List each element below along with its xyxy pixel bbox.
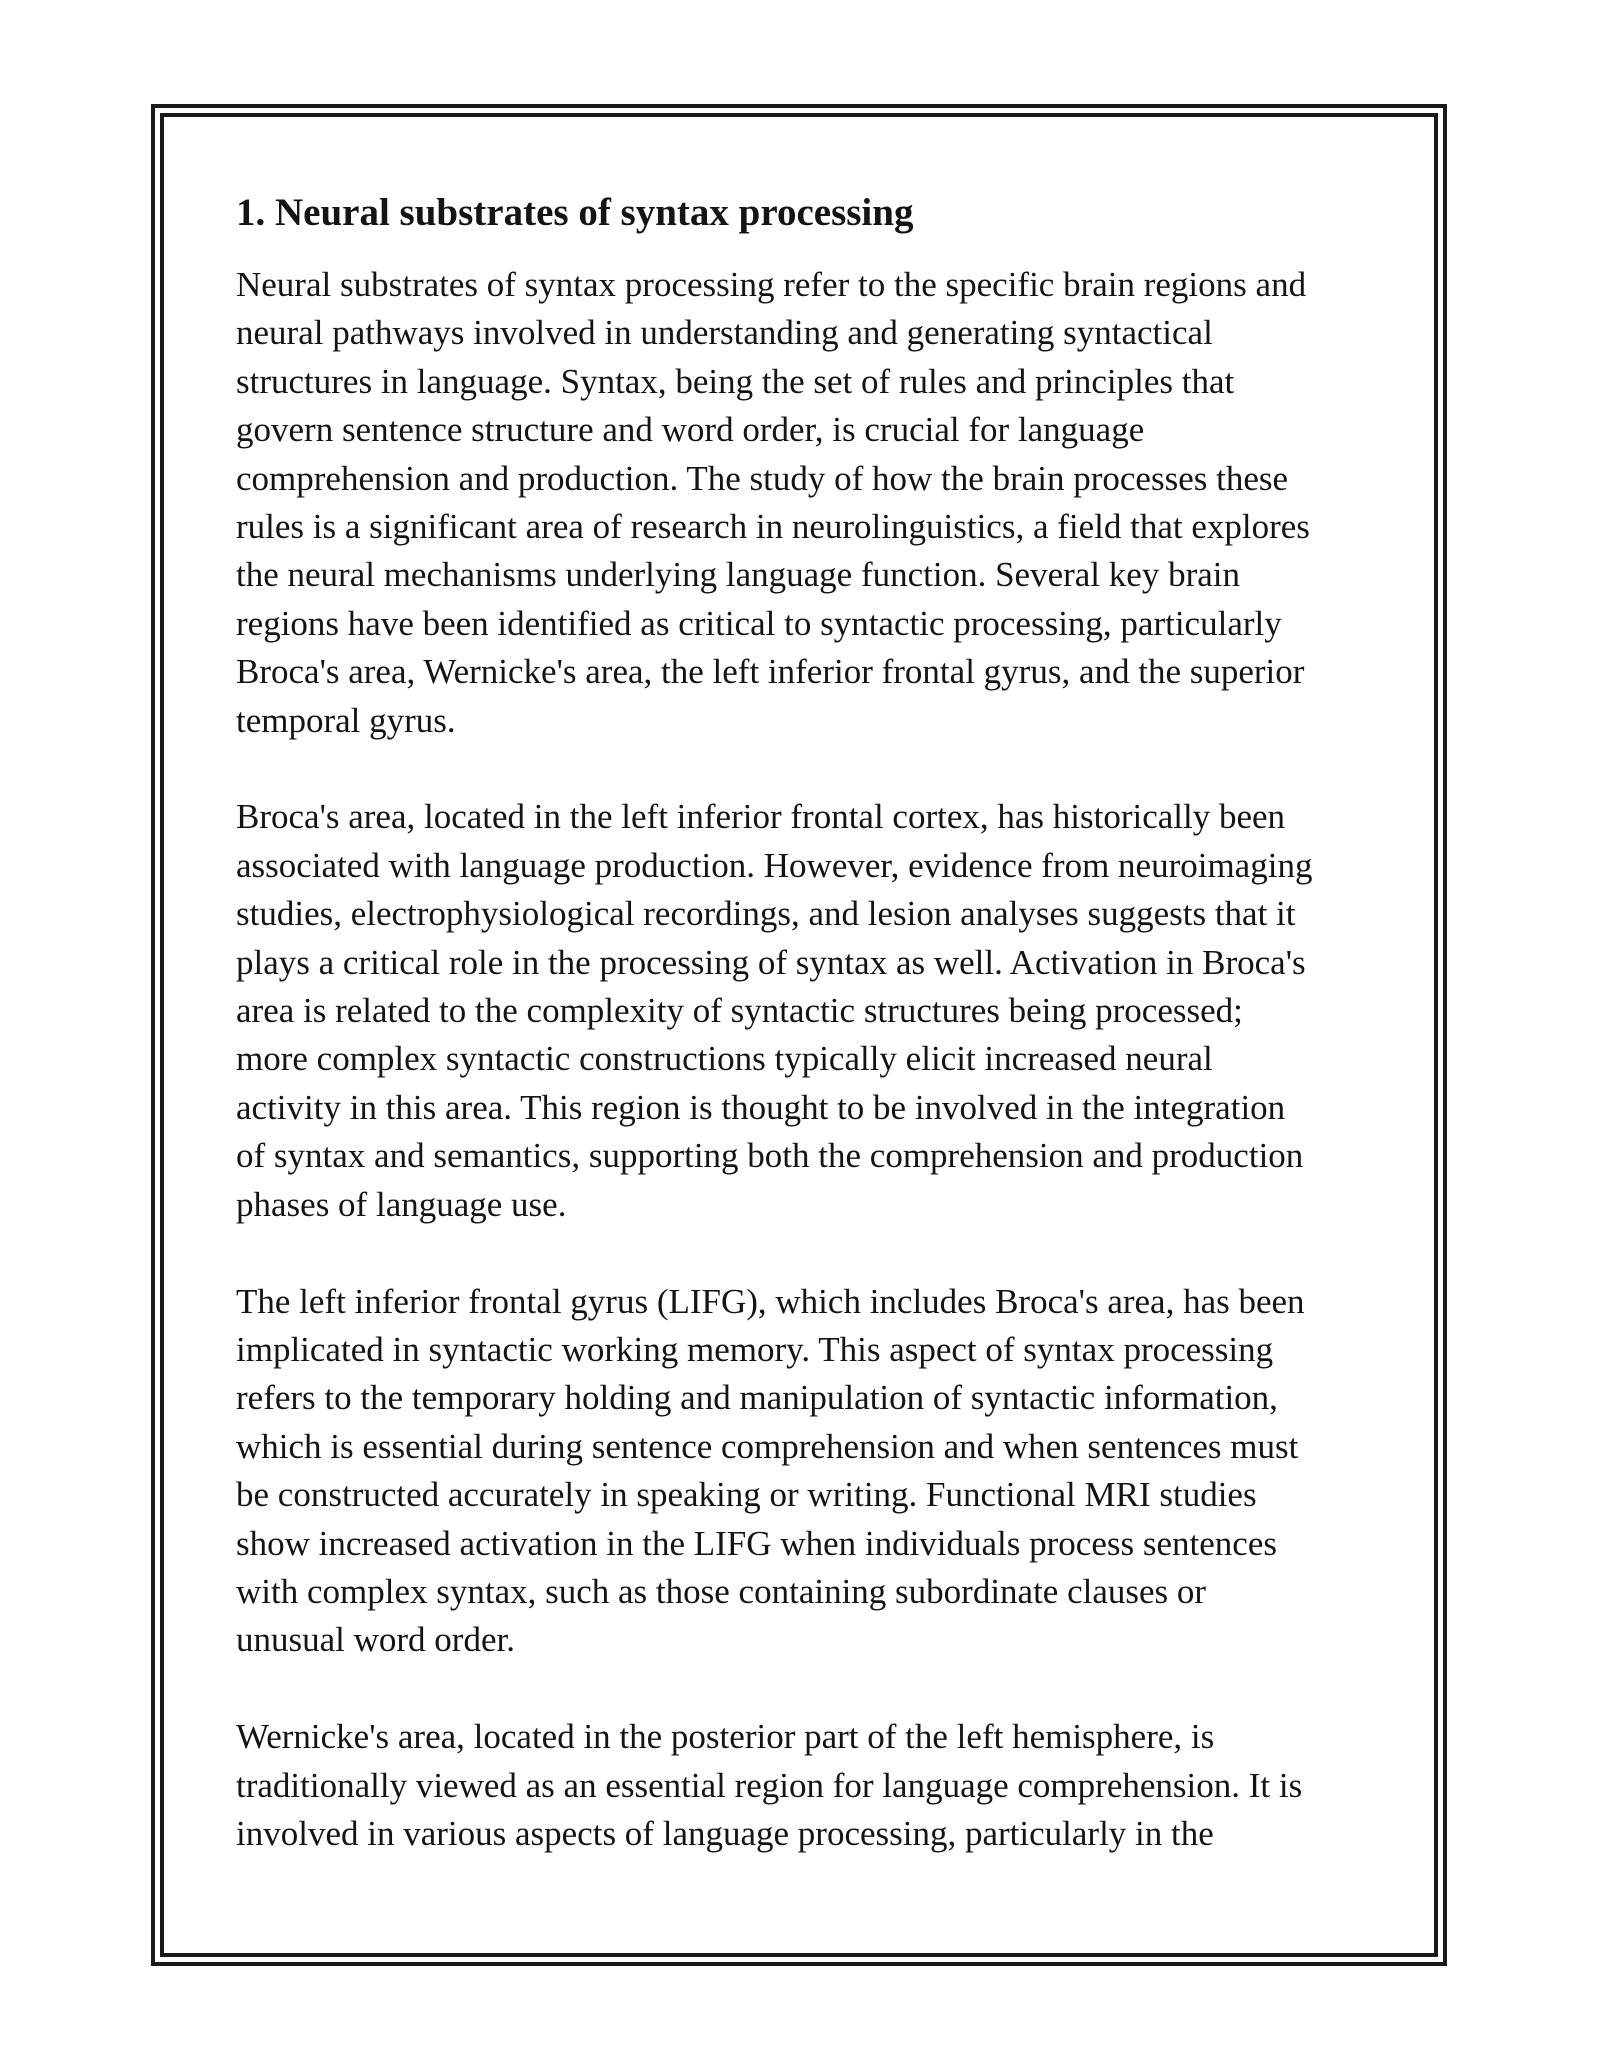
text-line: traditionally viewed as an essential region for language comprehension. It is — [236, 1765, 1303, 1805]
text-line: be constructed accurately in speaking or writing. Functional MRI studies — [236, 1475, 1257, 1515]
text-line: implicated in syntactic working memory. This aspect of syntax processing — [236, 1329, 1274, 1369]
document-body — [236, 185, 1386, 1907]
text-line: neural pathways involved in understanding and generating syntactical — [236, 313, 1213, 353]
text-line: structures in language. Syntax, being the set of rules and principles that — [236, 361, 1235, 401]
text-line: activity in this area. This region is thought to be involved in the integration — [236, 1087, 1286, 1127]
section-heading: 1. Neural substrates of syntax processing — [236, 191, 914, 234]
text-line: Neural substrates of syntax processing refer to the specific brain regions and — [236, 265, 1307, 304]
text-line: more complex syntactic constructions typically elicit increased neural — [236, 1039, 1213, 1079]
text-line: temporal gyrus. — [236, 700, 456, 740]
text-line: area is related to the complexity of syntactic structures being processed; — [236, 991, 1243, 1031]
text-line: regions have been identified as critical to syntactic processing, particularly — [236, 603, 1282, 643]
paragraph — [236, 1713, 1386, 1858]
text-line: with complex syntax, such as those containing subordinate clauses or — [236, 1571, 1207, 1611]
text-line: unusual word order. — [236, 1620, 515, 1660]
text-line: govern sentence structure and word order, is crucial for language — [236, 410, 1145, 450]
text-line: of syntax and semantics, supporting both the comprehension and production — [236, 1136, 1304, 1176]
paragraph — [236, 1278, 1386, 1665]
text-line: rules is a significant area of research in neurolinguistics, a field that explores — [236, 507, 1310, 547]
paragraph — [236, 793, 1386, 1229]
text-line: comprehension and production. The study of how the brain processes these — [236, 458, 1289, 498]
text-line: studies, electrophysiological recordings, and lesion analyses suggests that it — [236, 894, 1296, 934]
text-line: plays a critical role in the processing of syntax as well. Activation in Broca's — [236, 942, 1306, 982]
paragraph — [236, 261, 1386, 745]
text-line: phases of language use. — [236, 1184, 567, 1224]
text-line: Broca's area, Wernicke's area, the left inferior frontal gyrus, and the superior — [236, 652, 1305, 692]
text-line: refers to the temporary holding and manipulation of syntactic information, — [236, 1378, 1278, 1418]
text-line: involved in various aspects of language processing, particularly in the — [236, 1813, 1214, 1853]
text-line: the neural mechanisms underlying language function. Several key brain — [236, 555, 1240, 595]
text-line: The left inferior frontal gyrus (LIFG), which includes Broca's area, has been — [236, 1281, 1305, 1321]
text-line: show increased activation in the LIFG when individuals process sentences — [236, 1523, 1277, 1563]
text-line: Broca's area, located in the left inferior frontal cortex, has historically been — [236, 797, 1286, 837]
text-line: which is essential during sentence comprehension and when sentences must — [236, 1426, 1299, 1466]
text-line: associated with language production. However, evidence from neuroimaging — [236, 845, 1313, 885]
text-line: Wernicke's area, located in the posterior part of the left hemisphere, is — [236, 1717, 1215, 1757]
